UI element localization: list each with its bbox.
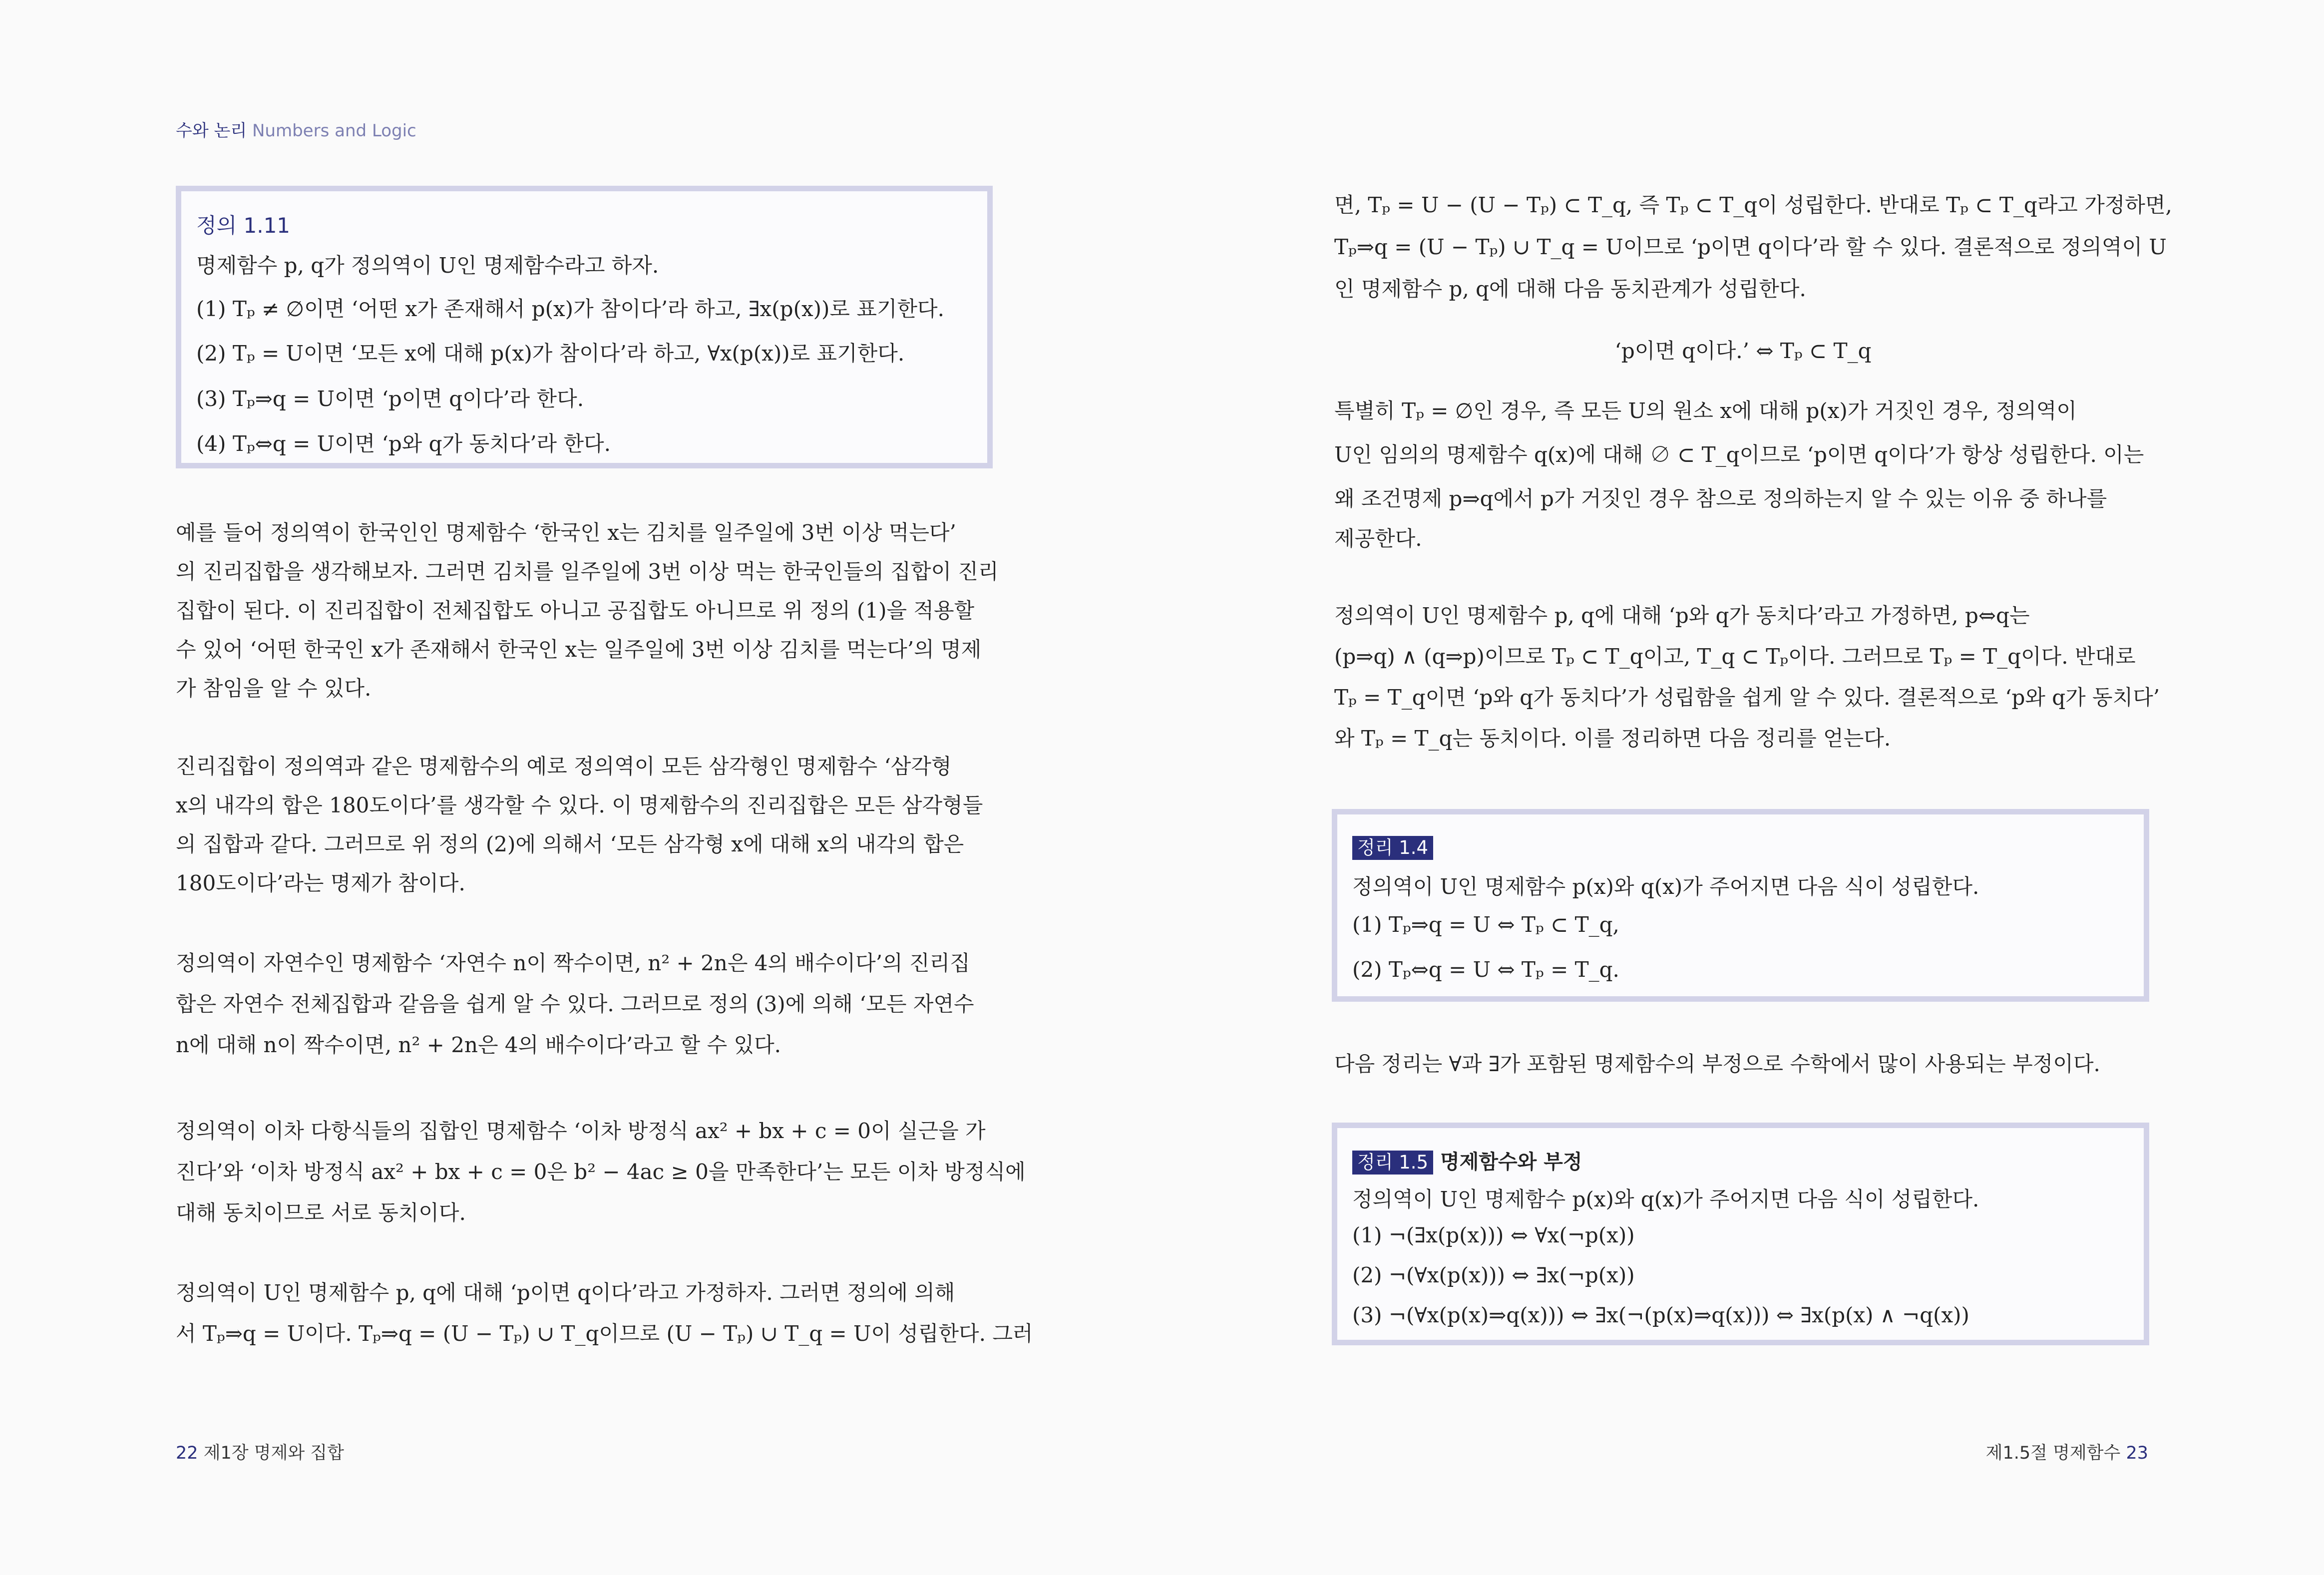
- running-head-english: Numbers and Logic: [252, 121, 416, 141]
- theorem-line: 정의역이 U인 명제함수 p(x)와 q(x)가 주어지면 다음 식이 성립한다.: [1352, 874, 1979, 899]
- text-line: 180도이다’라는 명제가 참이다.: [176, 871, 465, 895]
- theorem-1-4-box: [1332, 809, 2149, 1002]
- definition-line: (2) Tₚ = U이면 ‘모든 x에 대해 p(x)가 참이다’라 하고, ∀x(p(x))로 표기한다.: [196, 341, 905, 366]
- page-number: 22: [176, 1443, 198, 1463]
- definition-box: [176, 186, 993, 468]
- text-line: 의 집합과 같다. 그러므로 위 정의 (2)에 의해서 ‘모든 삼각형 x에 대해 x의 내각의 합은: [176, 832, 964, 856]
- text-line: 정의역이 이차 다항식들의 집합인 명제함수 ‘이차 방정식 ax² + bx + c = 0이 실근을 가: [176, 1119, 986, 1143]
- text-line: Tₚ⇒q = (U − Tₚ) ∪ T_q = U이므로 ‘p이면 q이다’라 할 수 있다. 결론적으로 정의역이 U: [1334, 235, 2167, 259]
- definition-line: 명제함수 p, q가 정의역이 U인 명제함수라고 하자.: [196, 253, 659, 278]
- running-head: [176, 117, 416, 141]
- text-line: (p⇒q) ∧ (q⇒p)이므로 Tₚ ⊂ T_q이고, T_q ⊂ Tₚ이다. 그러므로 Tₚ = T_q이다. 반대로: [1334, 644, 2136, 669]
- left-footer: [176, 1439, 344, 1464]
- text-line: 정의역이 U인 명제함수 p, q에 대해 ‘p와 q가 동치다’라고 가정하면, p⇔q는: [1334, 603, 2030, 628]
- definition-title: 정의 1.11: [196, 213, 291, 238]
- text-line: U인 임의의 명제함수 q(x)에 대해 ∅ ⊂ T_q이므로 ‘p이면 q이다’가 항상 성립한다. 이는: [1334, 442, 2144, 467]
- theorem-header: [1352, 834, 1433, 860]
- text-line: 제공한다.: [1334, 526, 1422, 551]
- text-line: Tₚ = T_q이면 ‘p와 q가 동치다’가 성립함을 쉽게 알 수 있다. 결론적으로 ‘p와 q가 동치다’: [1334, 685, 2160, 710]
- right-page: [1162, 0, 2324, 1575]
- text-line: n에 대해 n이 짝수이면, n² + 2n은 4의 배수이다’라고 할 수 있다.: [176, 1033, 781, 1057]
- theorem-tag: 정리 1.5: [1352, 1151, 1433, 1175]
- theorem-line: (3) ¬(∀x(p(x)⇒q(x))) ⇔ ∃x(¬(p(x)⇒q(x))) ⇔ ∃x(p(x) ∧ ¬q(x)): [1352, 1303, 1969, 1327]
- text-line: 진다’와 ‘이차 방정식 ax² + bx + c = 0은 b² − 4ac ≥ 0을 만족한다’는 모든 이차 방정식에: [176, 1160, 1026, 1184]
- text-line: 다음 정리는 ∀과 ∃가 포함된 명제함수의 부정으로 수학에서 많이 사용되는 부정이다.: [1334, 1052, 2100, 1076]
- theorem-line: (1) Tₚ⇒q = U ⇔ Tₚ ⊂ T_q,: [1352, 912, 1619, 937]
- theorem-line: (2) Tₚ⇔q = U ⇔ Tₚ = T_q.: [1352, 957, 1619, 982]
- text-line: 합은 자연수 전체집합과 같음을 쉽게 알 수 있다. 그러므로 정의 (3)에 의해 ‘모든 자연수: [176, 992, 974, 1016]
- section-title: 제1.5절 명제함수: [1985, 1443, 2121, 1463]
- centered-formula: ‘p이면 q이다.’ ⇔ Tₚ ⊂ T_q: [1614, 339, 1872, 363]
- definition-line: (3) Tₚ⇒q = U이면 ‘p이면 q이다’라 한다.: [196, 387, 584, 411]
- theorem-header: [1352, 1146, 1582, 1175]
- theorem-line: (1) ¬(∃x(p(x))) ⇔ ∀x(¬p(x)): [1352, 1223, 1635, 1247]
- definition-line: (4) Tₚ⇔q = U이면 ‘p와 q가 동치다’라 한다.: [196, 431, 611, 456]
- theorem-title: 명제함수와 부정: [1440, 1151, 1582, 1174]
- theorem-1-5-box: [1332, 1123, 2149, 1345]
- text-line: 정의역이 자연수인 명제함수 ‘자연수 n이 짝수이면, n² + 2n은 4의 배수이다’의 진리집: [176, 951, 970, 975]
- theorem-tag: 정리 1.4: [1352, 836, 1433, 860]
- text-line: 가 참임을 알 수 있다.: [176, 676, 372, 701]
- text-line: 정의역이 U인 명제함수 p, q에 대해 ‘p이면 q이다’라고 가정하자. 그러면 정의에 의해: [176, 1280, 955, 1305]
- text-line: 와 Tₚ = T_q는 동치이다. 이를 정리하면 다음 정리를 얻는다.: [1334, 726, 1891, 751]
- text-line: 왜 조건명제 p⇒q에서 p가 거짓인 경우 참으로 정의하는지 알 수 있는 이유 중 하나를: [1334, 486, 2107, 511]
- text-line: 수 있어 ‘어떤 한국인 x가 존재해서 한국인 x는 일주일에 3번 이상 김치를 먹는다’의 명제: [176, 637, 982, 662]
- text-line: 서 Tₚ⇒q = U이다. Tₚ⇒q = (U − Tₚ) ∪ T_q이므로 (U − Tₚ) ∪ T_q = U이 성립한다. 그러: [176, 1321, 1033, 1346]
- text-line: 집합이 된다. 이 진리집합이 전체집합도 아니고 공집합도 아니므로 위 정의 (1)을 적용할: [176, 598, 975, 623]
- page-number: 23: [2126, 1443, 2148, 1463]
- right-footer: [1986, 1439, 2148, 1464]
- text-line: x의 내각의 합은 180도이다’를 생각할 수 있다. 이 명제함수의 진리집합은 모든 삼각형들: [176, 793, 983, 817]
- text-line: 예를 들어 정의역이 한국인인 명제함수 ‘한국인 x는 김치를 일주일에 3번 이상 먹는다’: [176, 520, 956, 545]
- text-line: 의 진리집합을 생각해보자. 그러면 김치를 일주일에 3번 이상 먹는 한국인들의 집합이 진리: [176, 559, 999, 584]
- text-line: 특별히 Tₚ = ∅인 경우, 즉 모든 U의 원소 x에 대해 p(x)가 거짓인 경우, 정의역이: [1334, 398, 2077, 423]
- theorem-line: 정의역이 U인 명제함수 p(x)와 q(x)가 주어지면 다음 식이 성립한다.: [1352, 1187, 1979, 1211]
- definition-line: (1) Tₚ ≠ ∅이면 ‘어떤 x가 존재해서 p(x)가 참이다’라 하고, ∃x(p(x))로 표기한다.: [196, 297, 944, 321]
- text-line: 진리집합이 정의역과 같은 명제함수의 예로 정의역이 모든 삼각형인 명제함수 ‘삼각형: [176, 754, 952, 779]
- text-line: 면, Tₚ = U − (U − Tₚ) ⊂ T_q, 즉 Tₚ ⊂ T_q이 성립한다. 반대로 Tₚ ⊂ T_q라고 가정하면,: [1334, 193, 2172, 217]
- running-head-korean: 수와 논리: [176, 121, 247, 141]
- text-line: 인 명제함수 p, q에 대해 다음 동치관계가 성립한다.: [1334, 277, 1806, 301]
- chapter-title: 제1장 명제와 집합: [203, 1443, 344, 1463]
- text-line: 대해 동치이므로 서로 동치이다.: [176, 1200, 466, 1225]
- theorem-line: (2) ¬(∀x(p(x))) ⇔ ∃x(¬p(x)): [1352, 1263, 1635, 1287]
